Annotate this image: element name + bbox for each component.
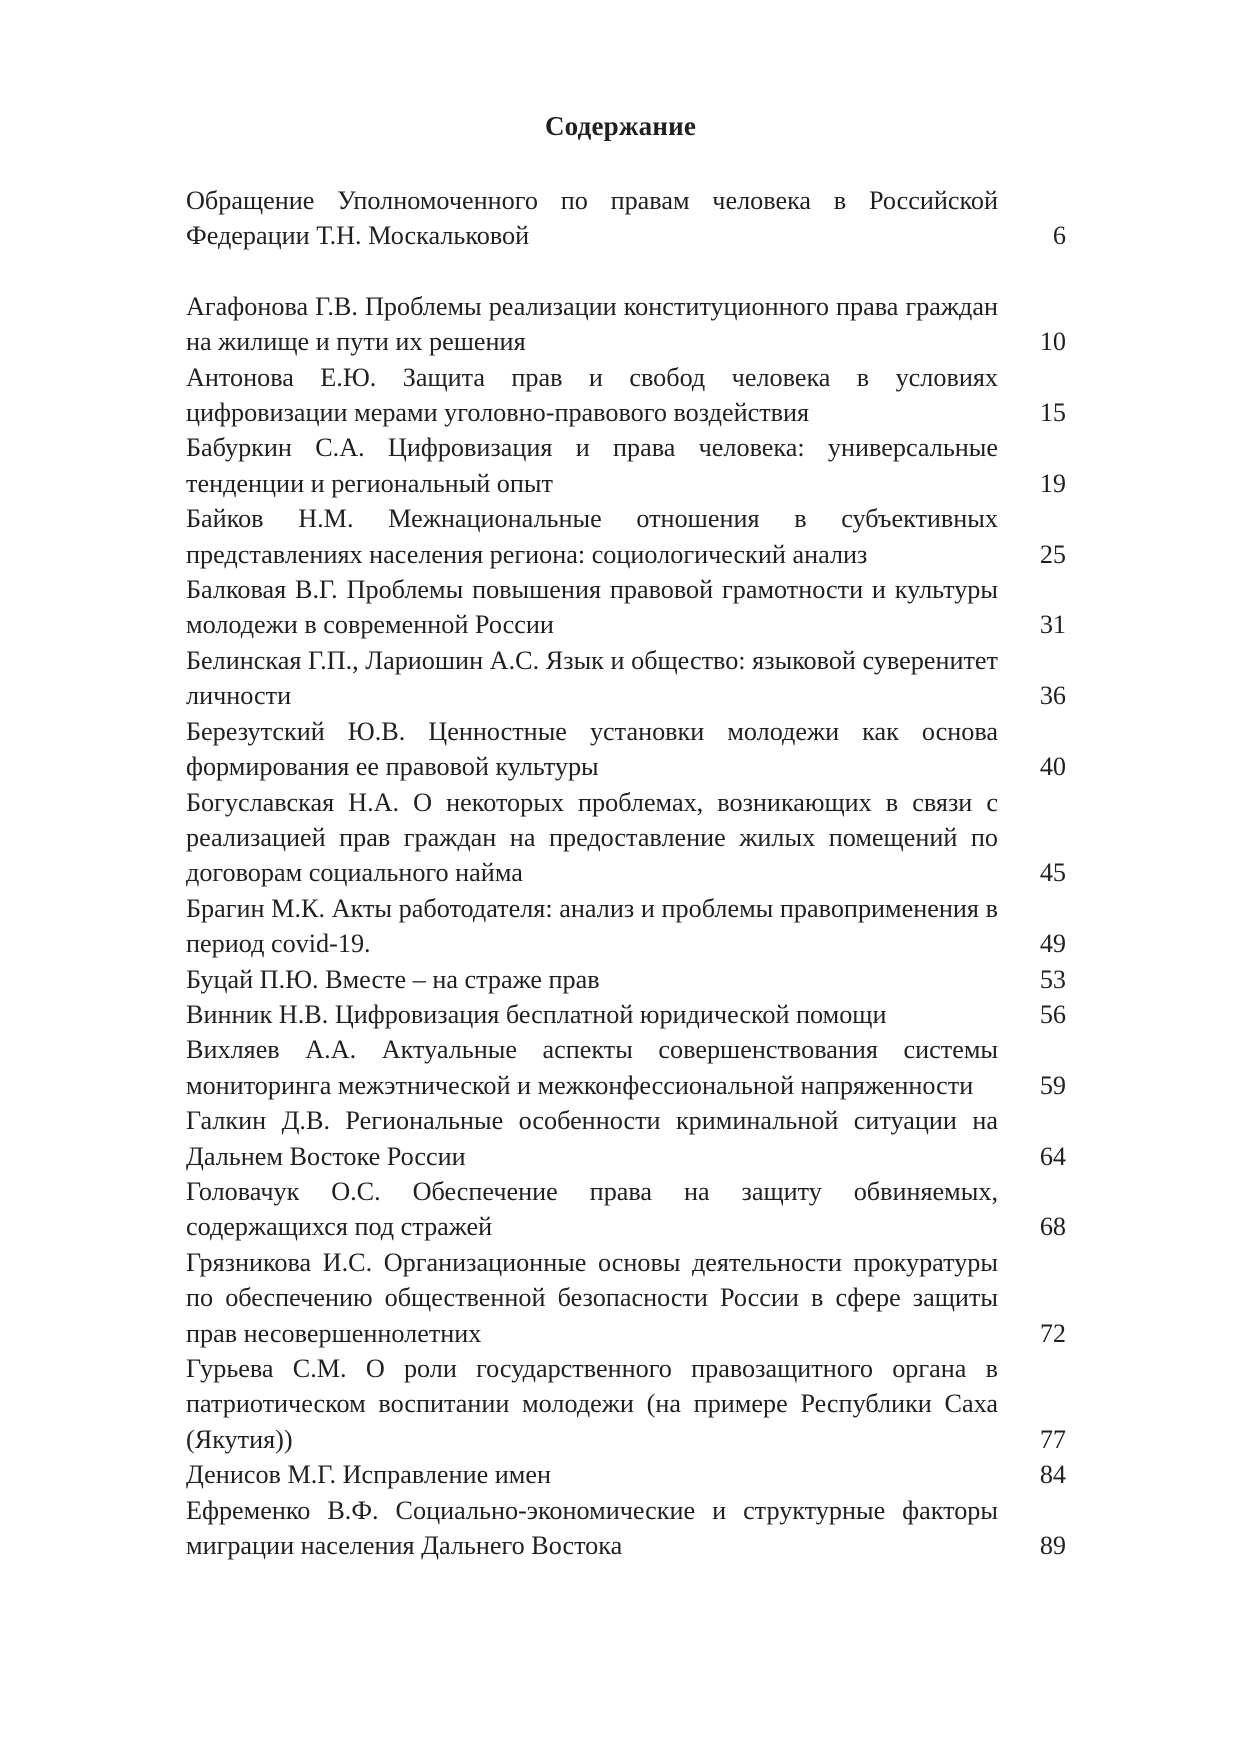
toc-entry-page: 40	[1039, 752, 1066, 782]
toc-entry-title: Антонова Е.Ю. Защита прав и свобод человека в условиях цифровизации мерами уголовно-правового воздействия	[186, 362, 998, 428]
toc-entry-title: Белинская Г.П., Лариошин А.С. Язык и общество: языковой суверенитет личности	[186, 645, 998, 711]
toc-entry	[186, 1351, 1066, 1457]
toc-entry-title: Ефременко В.Ф. Социально-экономические и структурные факторы миграции населения Дальнего Востока	[186, 1495, 998, 1561]
toc-entry	[186, 1457, 1066, 1492]
toc-entry-page: 36	[1039, 681, 1066, 711]
toc-entry-page: 89	[1039, 1531, 1066, 1561]
toc-entry-title: Богуславская Н.А. О некоторых проблемах, возникающих в связи с реализацией прав граждан на предоставление жилых помещений по договорам социального найма	[186, 787, 998, 888]
toc-entry-title: Головачук О.С. Обеспечение права на защиту обвиняемых, содержащихся под стражей	[186, 1176, 998, 1242]
toc-entry	[186, 360, 1066, 431]
toc-entry	[186, 430, 1066, 501]
toc-entry	[186, 183, 1066, 254]
toc-entry-page: 72	[1039, 1318, 1066, 1348]
toc-entry	[186, 1174, 1066, 1245]
toc-entry	[186, 962, 1066, 997]
toc-entry-title: Байков Н.М. Межнациональные отношения в субъективных представлениях населения региона: социологический анализ	[186, 504, 998, 569]
toc-entry-title: Бабуркин С.А. Цифровизация и права человека: универсальные тенденции и региональный опыт	[186, 433, 998, 498]
toc-entry	[186, 1032, 1066, 1103]
toc-entry-title: Брагин М.К. Акты работодателя: анализ и проблемы правоприменения в период covid-19.	[186, 893, 998, 959]
toc-entry-page: 6	[1052, 221, 1066, 251]
toc-entry-title: Березутский Ю.В. Ценностные установки молодежи как основа формирования ее правовой культуры	[186, 716, 998, 782]
toc-entry-title: Вихляев А.А. Актуальные аспекты совершенствования системы мониторинга межэтнической и межконфессиональной напряженности	[186, 1035, 998, 1100]
toc-entry-page: 53	[1039, 964, 1066, 994]
table-of-contents	[186, 183, 1066, 1563]
toc-entry	[186, 1493, 1066, 1564]
toc-entry-page: 68	[1039, 1212, 1066, 1242]
toc-entry-page: 19	[1039, 468, 1066, 498]
toc-entry	[186, 501, 1066, 572]
toc-entry-page: 15	[1039, 398, 1066, 428]
toc-entry	[186, 997, 1066, 1032]
toc-entry-title: Гурьева С.М. О роли государственного правозащитного органа в патриотическом воспитании молодежи (на примере Республики Саха (Якутия))	[186, 1354, 998, 1454]
toc-entry-title: Агафонова Г.В. Проблемы реализации конституционного права граждан на жилище и пути их решения	[186, 291, 998, 357]
toc-entry	[186, 1245, 1066, 1351]
toc-entry	[186, 572, 1066, 643]
toc-entry	[186, 785, 1066, 891]
toc-entry-title: Буцай П.Ю. Вместе – на страже прав	[186, 964, 600, 994]
toc-entry-page: 10	[1039, 327, 1066, 357]
toc-entry	[186, 643, 1066, 714]
page-title: Содержание	[544, 111, 697, 141]
toc-entry	[186, 714, 1066, 785]
toc-entry-title: Грязникова И.С. Организационные основы деятельности прокуратуры по обеспечению общественной безопасности России в сфере защиты прав несовершеннолетних	[186, 1247, 998, 1348]
toc-entry-title: Обращение Уполномоченного по правам человека в Российской Федерации Т.Н. Москальковой	[186, 186, 998, 251]
toc-entry-title: Галкин Д.В. Региональные особенности криминальной ситуации на Дальнем Востоке России	[186, 1106, 998, 1171]
toc-entry-page: 64	[1039, 1141, 1066, 1171]
toc-entry-page: 49	[1039, 929, 1066, 959]
toc-entry-page: 45	[1039, 858, 1066, 888]
toc-entry-page: 84	[1039, 1460, 1066, 1490]
toc-entry-title: Винник Н.В. Цифровизация бесплатной юридической помощи	[186, 999, 887, 1029]
toc-entry-title: Балковая В.Г. Проблемы повышения правовой грамотности и культуры молодежи в современной России	[186, 575, 998, 640]
toc-entry-page: 25	[1039, 539, 1066, 569]
toc-entry-page: 59	[1039, 1070, 1066, 1100]
toc-entry	[186, 891, 1066, 962]
toc-entry-title: Денисов М.Г. Исправление имен	[186, 1460, 551, 1490]
toc-entry	[186, 1103, 1066, 1174]
toc-entry-page: 77	[1039, 1424, 1066, 1454]
toc-entry	[186, 289, 1066, 360]
toc-entry-page: 56	[1039, 999, 1066, 1029]
toc-entry-page: 31	[1039, 610, 1066, 640]
